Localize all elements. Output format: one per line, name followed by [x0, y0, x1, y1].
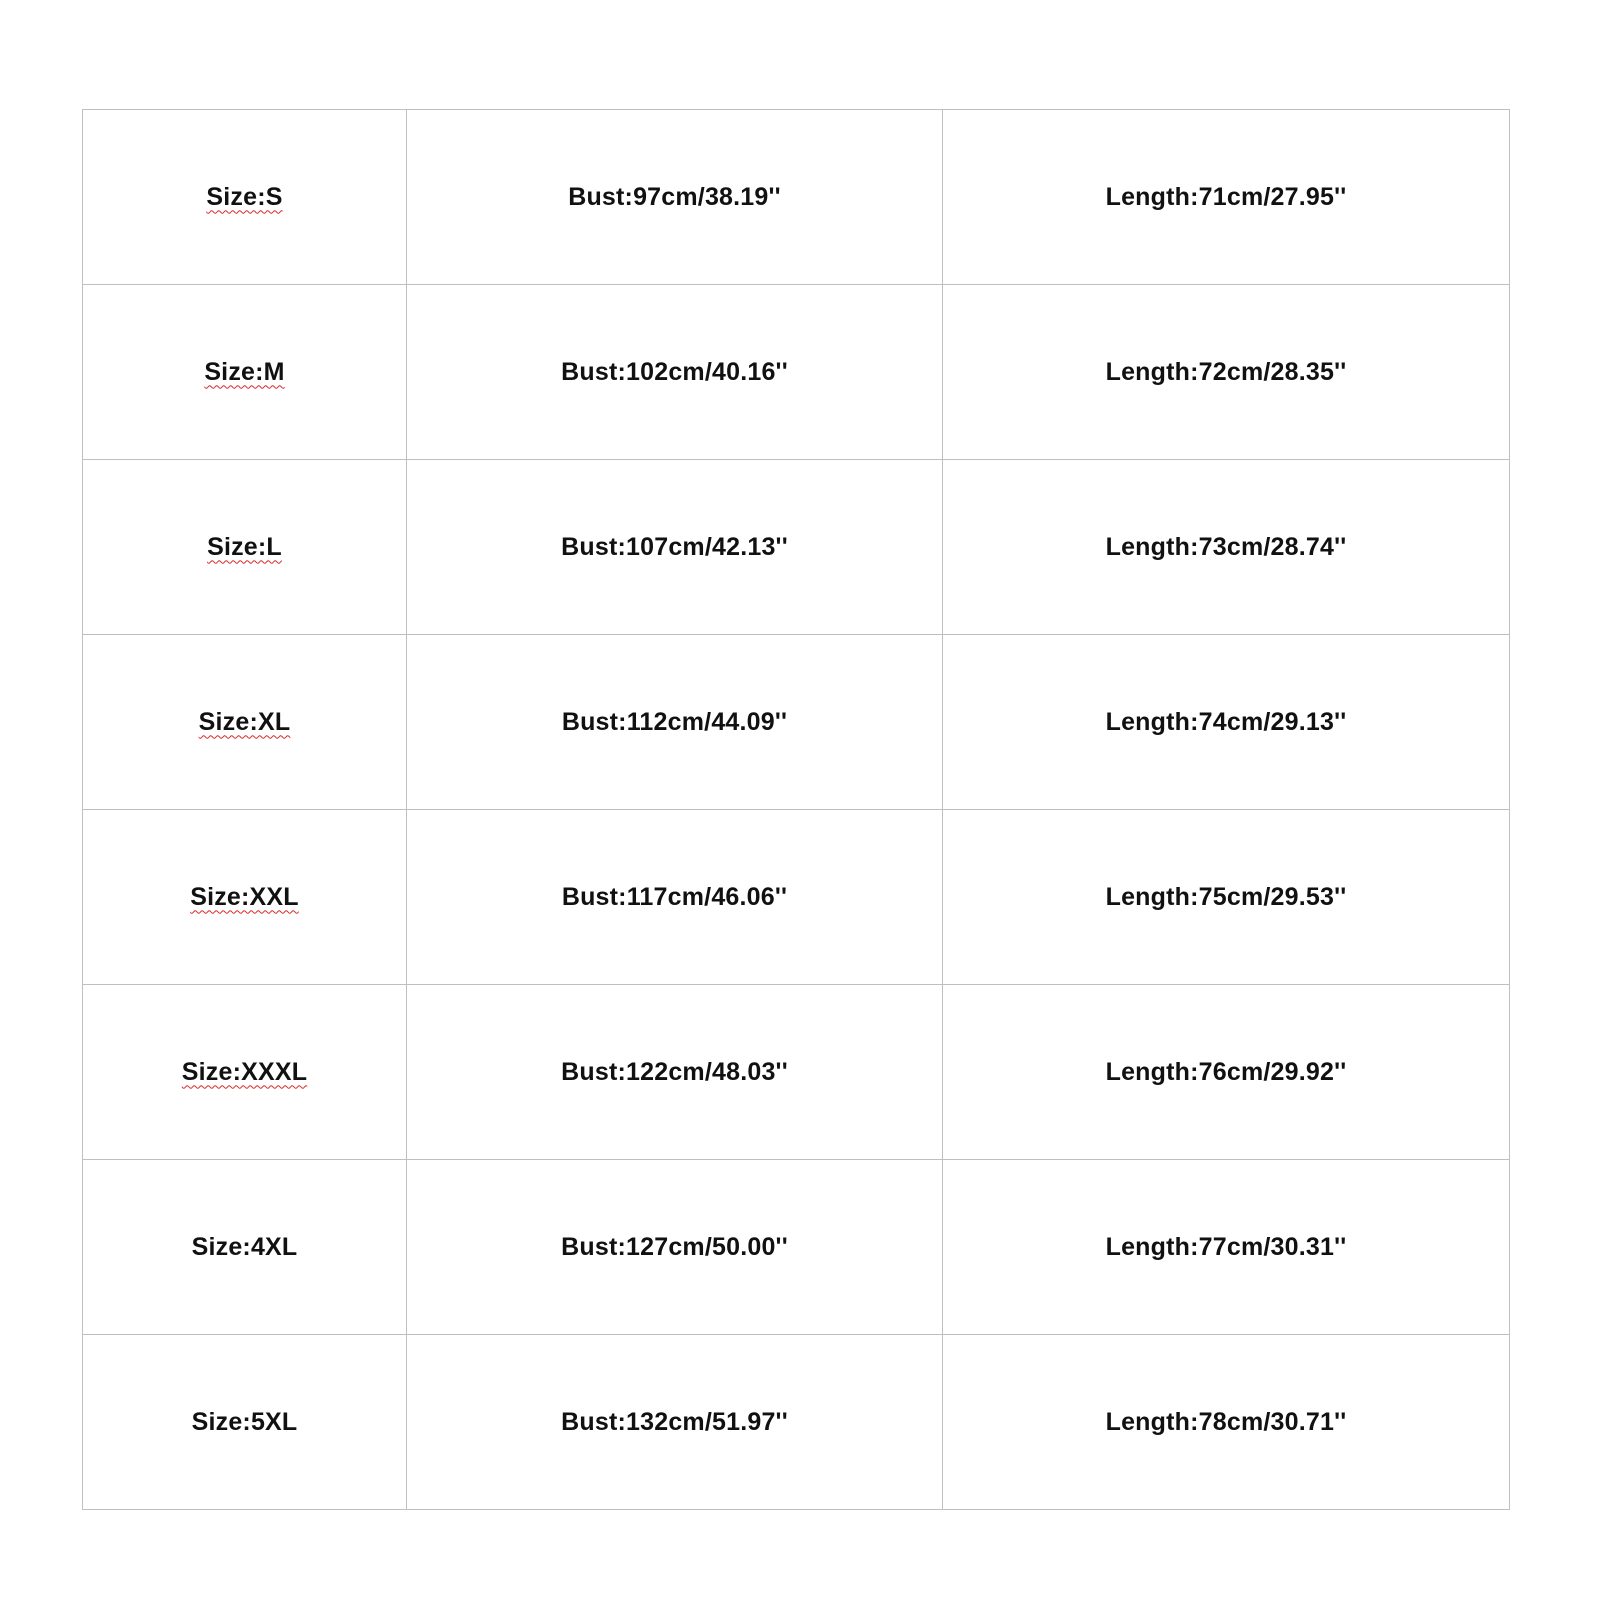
table-row — [83, 810, 1510, 985]
table-row — [83, 635, 1510, 810]
size-label: Size:4XL — [191, 1232, 298, 1261]
bust-cell: Bust:112cm/44.09'' — [407, 635, 943, 810]
bust-cell: Bust:102cm/40.16'' — [407, 285, 943, 460]
table-row — [83, 1335, 1510, 1510]
bust-cell: Bust:97cm/38.19'' — [407, 110, 943, 285]
table-row — [83, 285, 1510, 460]
bust-cell: Bust:127cm/50.00'' — [407, 1160, 943, 1335]
length-cell: Length:73cm/28.74'' — [943, 460, 1510, 635]
bust-cell: Bust:117cm/46.06'' — [407, 810, 943, 985]
size-cell — [83, 460, 407, 635]
length-cell: Length:75cm/29.53'' — [943, 810, 1510, 985]
size-cell — [83, 985, 407, 1160]
length-cell: Length:76cm/29.92'' — [943, 985, 1510, 1160]
bust-cell: Bust:107cm/42.13'' — [407, 460, 943, 635]
size-label: Size:XXXL — [181, 1057, 308, 1086]
length-cell: Length:71cm/27.95'' — [943, 110, 1510, 285]
size-cell — [83, 110, 407, 285]
length-cell: Length:77cm/30.31'' — [943, 1160, 1510, 1335]
size-chart-table — [82, 109, 1510, 1510]
length-cell: Length:72cm/28.35'' — [943, 285, 1510, 460]
size-label: Size:XXL — [190, 882, 299, 911]
size-label: Size:M — [204, 357, 285, 386]
bust-cell: Bust:122cm/48.03'' — [407, 985, 943, 1160]
size-cell — [83, 635, 407, 810]
size-cell — [83, 1160, 407, 1335]
table-row — [83, 1160, 1510, 1335]
bust-cell: Bust:132cm/51.97'' — [407, 1335, 943, 1510]
size-cell — [83, 1335, 407, 1510]
length-cell: Length:74cm/29.13'' — [943, 635, 1510, 810]
size-cell — [83, 810, 407, 985]
size-label: Size:L — [207, 532, 282, 561]
size-label: Size:5XL — [191, 1407, 298, 1436]
size-label: Size:XL — [198, 707, 291, 736]
table-row — [83, 460, 1510, 635]
size-label: Size:S — [206, 182, 283, 211]
length-cell: Length:78cm/30.71'' — [943, 1335, 1510, 1510]
table-row — [83, 110, 1510, 285]
size-cell — [83, 285, 407, 460]
table-row — [83, 985, 1510, 1160]
